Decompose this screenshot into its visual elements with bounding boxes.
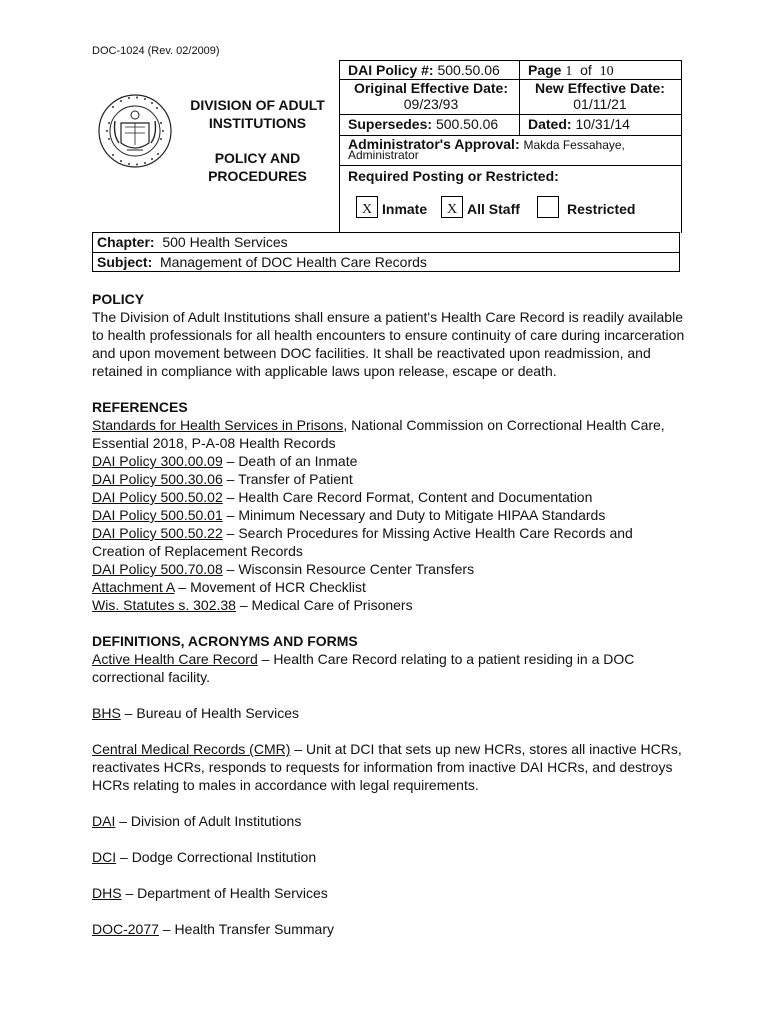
reference-link[interactable]: DAI Policy 300.00.09 <box>92 453 223 469</box>
reference-item: DAI Policy 300.00.09 – Death of an Inmate <box>92 453 358 469</box>
checkbox-all-staff-label: All Staff <box>467 201 520 217</box>
policy-heading: POLICY <box>92 291 145 307</box>
definition-item: Central Medical Records (CMR) – Unit at DCI that sets up new HCRs, stores all inactive HCRs, reactivates HCRs, responds to requests for information from inactive DAI HCRs, and destroys HCRs relating to males in accordance with legal requirements. <box>92 741 682 793</box>
approval-title: Administrator <box>348 148 419 162</box>
checkbox-restricted[interactable] <box>537 196 559 218</box>
division-line-2: INSTITUTIONS <box>208 115 307 131</box>
definition-term: DAI <box>92 813 116 829</box>
definition-item: DOC-2077 – Health Transfer Summary <box>92 921 334 937</box>
policy-title-line-1: POLICY AND <box>214 150 301 166</box>
definitions-heading: DEFINITIONS, ACRONYMS AND FORMS <box>92 633 358 649</box>
references-heading: REFERENCES <box>92 399 188 415</box>
definition-term: Central Medical Records (CMR) <box>92 741 291 757</box>
reference-link[interactable]: Wis. Statutes s. 302.38 <box>92 597 236 613</box>
reference-link[interactable]: DAI Policy 500.70.08 <box>92 561 223 577</box>
reference-item: DAI Policy 500.50.22 – Search Procedures for Missing Active Health Care Records and Creation of Replacement Records <box>92 525 633 559</box>
state-seal-icon <box>97 93 173 169</box>
definition-item: BHS – Bureau of Health Services <box>92 705 300 721</box>
posting-label: Required Posting or Restricted: <box>348 168 559 184</box>
reference-link[interactable]: DAI Policy 500.50.02 <box>92 489 223 505</box>
document-body <box>92 290 687 938</box>
policy-header-table <box>339 60 682 233</box>
original-effective-date: 09/23/93 <box>403 96 459 112</box>
policy-title-line-2: PROCEDURES <box>208 168 307 184</box>
dated: Dated: 10/31/14 <box>528 116 630 132</box>
reference-link[interactable]: DAI Policy 500.50.01 <box>92 507 223 523</box>
definition-term: DCI <box>92 849 117 865</box>
definition-item: DCI – Dodge Correctional Institution <box>92 849 317 865</box>
page-indicator: Page 1 of 10 <box>528 62 614 79</box>
reference-item: Standards for Health Services in Prisons, National Commission on Correctional Health Care, Essential 2018, P-A-08 Health Records <box>92 417 665 451</box>
administrator-approval: Administrator's Approval: Makda Fessahaye, <box>348 136 625 152</box>
policy-text: The Division of Adult Institutions shall ensure a patient's Health Care Record is readily available to health professionals for all health encounters to ensure continuity of care during incarceration and upon movement between DOC facilities. It shall be reactivated upon readmission, and retained in compliance with applicable laws upon release, escape or death. <box>92 309 685 379</box>
definition-item: DHS – Department of Health Services <box>92 885 328 901</box>
reference-item: Attachment A – Movement of HCR Checklist <box>92 579 366 595</box>
definition-item: DAI – Division of Adult Institutions <box>92 813 302 829</box>
reference-link[interactable]: Standards for Health Services in Prisons <box>92 417 344 433</box>
checkbox-restricted-label: Restricted <box>567 201 636 217</box>
checkbox-inmate[interactable]: X <box>356 196 378 218</box>
checkbox-all-staff[interactable]: X <box>441 196 463 218</box>
new-effective-date: 01/11/21 <box>573 96 627 112</box>
reference-item: DAI Policy 500.50.01 – Minimum Necessary and Duty to Mitigate HIPAA Standards <box>92 507 606 523</box>
reference-item: DAI Policy 500.50.02 – Health Care Record Format, Content and Documentation <box>92 489 593 505</box>
definition-term: BHS <box>92 705 121 721</box>
form-number: DOC-1024 (Rev. 02/2009) <box>92 45 220 57</box>
definition-term: DHS <box>92 885 122 901</box>
supersedes: Supersedes: 500.50.06 <box>348 116 499 132</box>
subject-line: Subject: Management of DOC Health Care Records <box>97 254 427 270</box>
reference-link[interactable]: DAI Policy 500.30.06 <box>92 471 223 487</box>
definition-term: DOC-2077 <box>92 921 159 937</box>
department-block <box>175 96 340 185</box>
new-effective-label: New Effective Date: <box>535 80 665 96</box>
division-line-1: DIVISION OF ADULT <box>190 97 325 113</box>
chapter-subject-table <box>92 232 680 272</box>
policy-number: DAI Policy #: 500.50.06 <box>348 62 500 78</box>
checkbox-inmate-label: Inmate <box>382 201 428 217</box>
original-effective-label: Original Effective Date: <box>353 80 509 96</box>
chapter-line: Chapter: 500 Health Services <box>97 234 288 250</box>
definition-term: Active Health Care Record <box>92 651 258 667</box>
definition-item: Active Health Care Record – Health Care Record relating to a patient residing in a DOC correctional facility. <box>92 651 635 685</box>
reference-item: Wis. Statutes s. 302.38 – Medical Care of Prisoners <box>92 597 413 613</box>
reference-link[interactable]: DAI Policy 500.50.22 <box>92 525 223 541</box>
reference-link[interactable]: Attachment A <box>92 579 175 595</box>
reference-item: DAI Policy 500.30.06 – Transfer of Patient <box>92 471 353 487</box>
reference-item: DAI Policy 500.70.08 – Wisconsin Resource Center Transfers <box>92 561 475 577</box>
